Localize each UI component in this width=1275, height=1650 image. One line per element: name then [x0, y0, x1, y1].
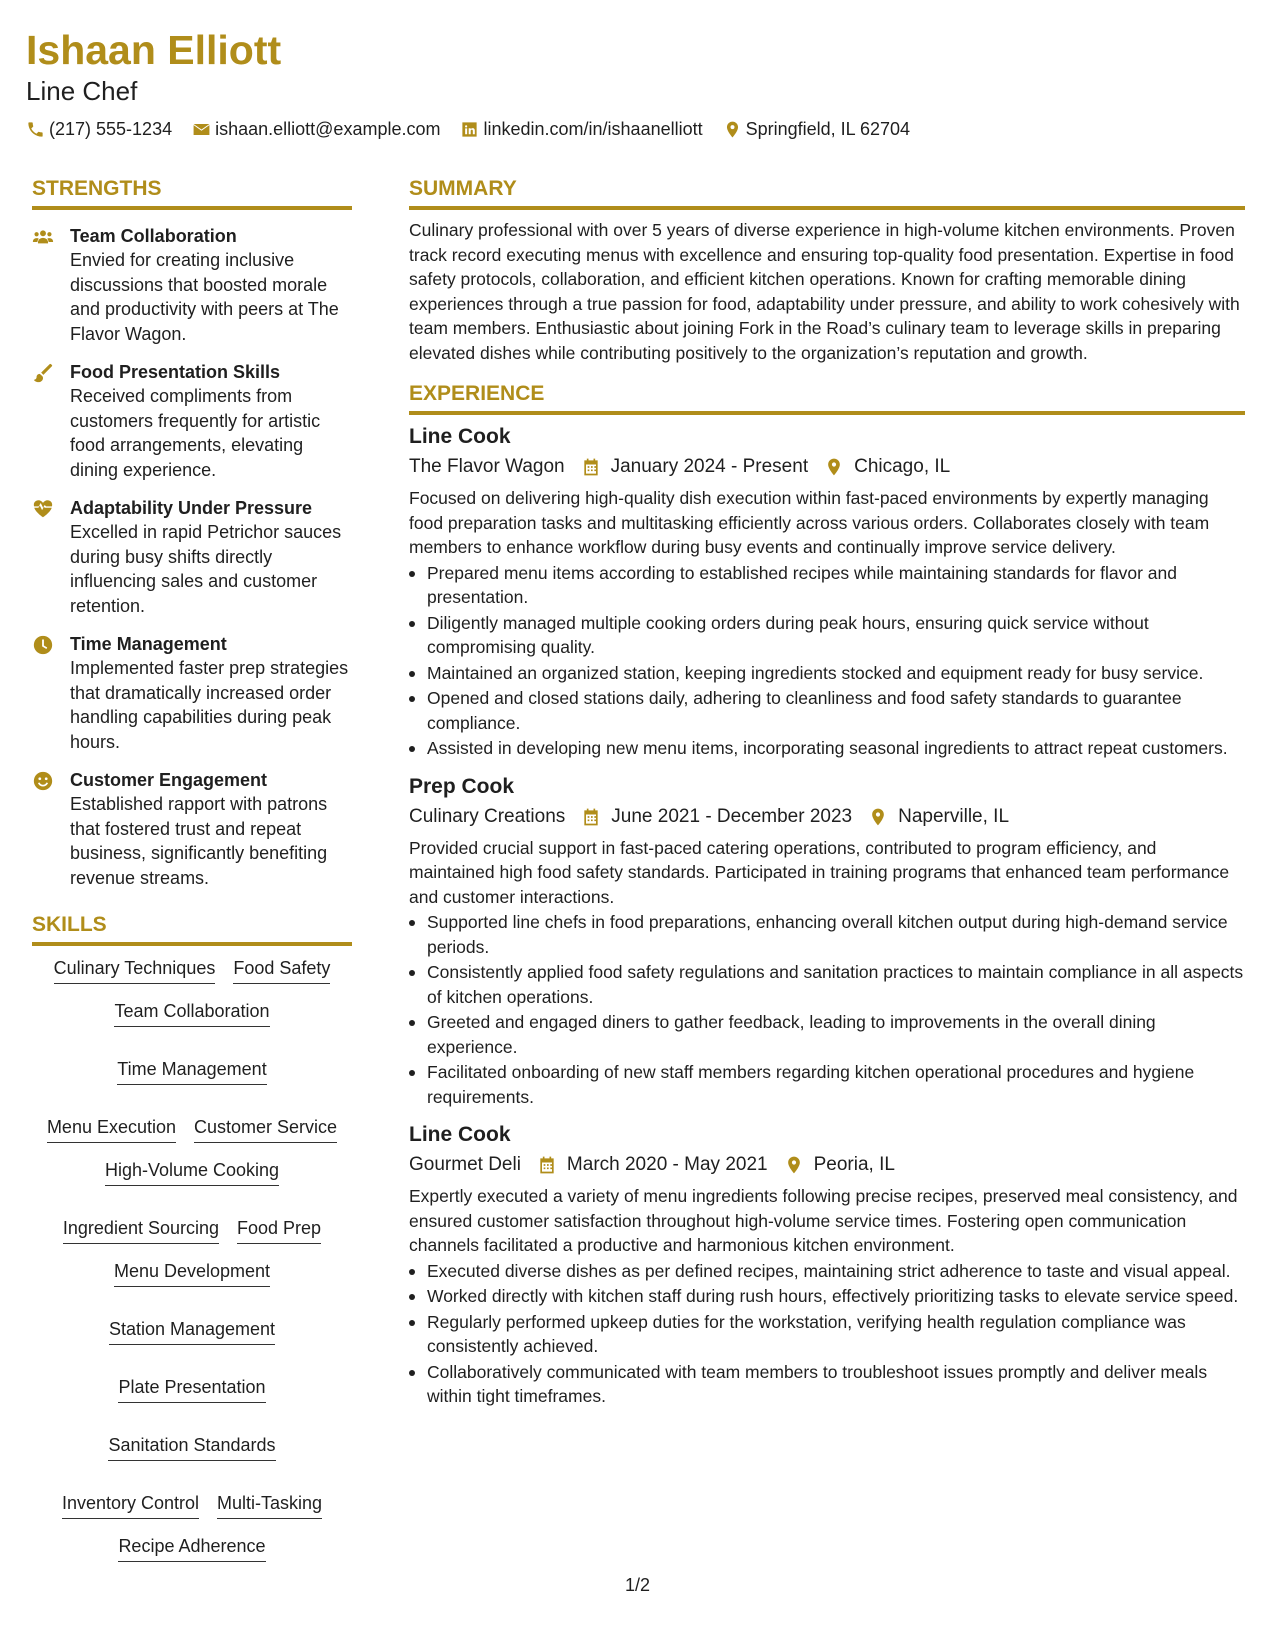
contact-bar [26, 118, 1246, 140]
job-title: Line Chef [26, 76, 138, 106]
bullet-item: Diligently managed multiple cooking orders during peak hours, ensuring quick service without compromising quality. [409, 611, 1245, 660]
left-column [32, 176, 352, 1562]
strengths-heading: STRENGTHS [32, 176, 352, 210]
skill-tag: Food Safety [233, 956, 330, 984]
contact-location [723, 118, 910, 140]
bullet-item: Worked directly with kitchen staff during rush hours, effectively prioritizing tasks to elevate service speed. [409, 1284, 1245, 1309]
bullet-item: Facilitated onboarding of new staff members regarding kitchen operational procedures and hygiene requirements. [409, 1060, 1245, 1109]
email-text: ishaan.elliott@example.com [215, 119, 441, 139]
paintbrush-icon [32, 362, 54, 384]
skill-tag: Station Management [109, 1317, 275, 1345]
email-icon [192, 120, 211, 139]
location-pin-icon [723, 120, 742, 139]
company-name: The Flavor Wagon [409, 456, 565, 477]
bullet-item: Assisted in developing new menu items, incorporating seasonal ingredients to attract repeat customers. [409, 736, 1245, 761]
location-text: Springfield, IL 62704 [745, 119, 911, 139]
skill-tag: Culinary Techniques [54, 956, 216, 984]
skill-tag: Plate Presentation [118, 1375, 265, 1403]
skill-tag: High-Volume Cooking [105, 1158, 279, 1186]
linkedin-icon [460, 120, 479, 139]
job-entry [409, 1121, 1245, 1409]
candidate-name: Ishaan Elliott [26, 27, 282, 73]
bullet-item: Maintained an organized station, keeping ingredients stocked and equipment ready for busy service. [409, 661, 1245, 686]
job-description: Provided crucial support in fast-paced catering operations, contributed to program efficiency, and maintained high food safety standards. Participated in training programs that enhanced team performance and customer interactions. [409, 837, 1230, 907]
contact-phone[interactable] [26, 118, 172, 140]
strength-title: Team Collaboration [70, 226, 237, 246]
job-entry [409, 773, 1245, 1110]
skill-tag: Menu Execution [47, 1115, 176, 1143]
company-name: Gourmet Deli [409, 1154, 521, 1175]
strength-text: Received compliments from customers frequently for artistic food arrangements, elevating dining experience. [70, 386, 321, 480]
job-bullets [409, 561, 1245, 761]
job-location: Naperville, IL [898, 805, 1010, 827]
calendar-icon [537, 1155, 557, 1175]
users-icon [32, 226, 54, 248]
strength-item [32, 224, 352, 346]
contact-linkedin[interactable] [460, 118, 702, 140]
page-number: 1/2 [624, 1575, 651, 1595]
job-location: Peoria, IL [813, 1154, 895, 1175]
job-description: Expertly executed a variety of menu ingredients following precise recipes, preserved meal consistency, and ensured customer satisfaction throughout high-volume service times. Fostering open communication channels facilitated a productive and harmonious kitchen environment. [409, 1186, 1238, 1255]
strength-text: Excelled in rapid Petrichor sauces during busy shifts directly influencing sales and customer retention. [70, 522, 342, 616]
bullet-item: Supported line chefs in food preparations, enhancing overall kitchen output during high-demand service periods. [409, 910, 1245, 959]
clock-icon [32, 634, 54, 656]
job-bullets [409, 910, 1245, 1109]
linkedin-text: linkedin.com/in/ishaanelliott [483, 119, 703, 139]
job-bullets [409, 1259, 1245, 1409]
company-name: Culinary Creations [409, 805, 566, 827]
skill-tag: Ingredient Sourcing [63, 1216, 219, 1244]
skills-heading: SKILLS [32, 912, 352, 946]
skill-tag: Recipe Adherence [118, 1534, 265, 1562]
skill-tag: Team Collaboration [114, 999, 269, 1027]
job-entry-title: Prep Cook [409, 774, 515, 798]
location-pin-icon [824, 457, 844, 477]
strength-item [32, 768, 352, 890]
job-meta [409, 1152, 1245, 1178]
job-entry [409, 423, 1245, 761]
job-dates: January 2024 - Present [610, 456, 809, 477]
bullet-item: Prepared menu items according to established recipes while maintaining standards for flavor and presentation. [409, 561, 1245, 610]
resume-header [26, 24, 1246, 140]
strength-item [32, 632, 352, 754]
strength-text: Established rapport with patrons that fostered trust and repeat business, significantly benefiting revenue streams. [70, 794, 328, 888]
skill-tag: Inventory Control [62, 1491, 199, 1519]
calendar-icon [581, 807, 601, 827]
summary-text: Culinary professional with over 5 years of diverse experience in high-volume kitchen environments. Proven track record executing menus with excellence and ensuring top-quality food presentation. Expertise in food safety protocols, collaboration, and efficient kitchen operations. Known for crafting memorable dining experiences through a true passion for food, adaptability under pressure, and ability to work cohesively with team members. Enthusiastic about joining Fork in the Road’s culinary team to leverage skills in preparing elevated dishes while contributing positively to the organization’s reputation and growth. [409, 220, 1240, 363]
right-column [409, 176, 1245, 1409]
job-dates: June 2021 - December 2023 [611, 805, 853, 827]
job-location: Chicago, IL [854, 456, 951, 477]
skill-tag: Customer Service [194, 1115, 337, 1143]
smile-icon [32, 770, 54, 792]
bullet-item: Regularly performed upkeep duties for the workstation, verifying health regulation compliance was consistently achieved. [409, 1310, 1245, 1359]
summary-heading: SUMMARY [409, 176, 1245, 210]
strength-title: Time Management [70, 634, 227, 654]
job-entry-title: Line Cook [409, 1123, 511, 1146]
strength-item [32, 360, 352, 482]
skill-tag: Menu Development [114, 1259, 270, 1287]
job-dates: March 2020 - May 2021 [566, 1154, 768, 1175]
skill-tag: Food Prep [237, 1216, 321, 1244]
strength-text: Implemented faster prep strategies that dramatically increased order handling capabilities during peak hours. [70, 658, 349, 752]
job-meta [409, 804, 1245, 830]
strength-title: Customer Engagement [70, 770, 268, 790]
skill-tag: Sanitation Standards [108, 1433, 275, 1461]
strength-title: Food Presentation Skills [70, 362, 281, 382]
phone-text: (217) 555-1234 [49, 119, 173, 139]
phone-icon [26, 120, 45, 139]
bullet-item: Collaboratively communicated with team members to troubleshoot issues promptly and deliver meals within tight timeframes. [409, 1360, 1245, 1409]
job-meta [409, 454, 1245, 480]
bullet-item: Opened and closed stations daily, adhering to cleanliness and food safety standards to guarantee compliance. [409, 686, 1245, 735]
job-entry-title: Line Cook [409, 425, 511, 448]
job-description: Focused on delivering high-quality dish execution within fast-paced environments by expertly managing food preparation tasks and multitasking efficiently across various orders. Collaborates closely with team members to enhance workflow during busy events and continually improve service delivery. [409, 488, 1210, 557]
strength-text: Envied for creating inclusive discussions that boosted morale and productivity with peers at The Flavor Wagon. [70, 250, 339, 344]
skill-tag: Multi-Tasking [217, 1491, 322, 1519]
bullet-item: Executed diverse dishes as per defined recipes, maintaining strict adherence to taste and visual appeal. [409, 1259, 1245, 1284]
strength-title: Adaptability Under Pressure [70, 498, 313, 518]
bullet-item: Greeted and engaged diners to gather feedback, leading to improvements in the overall dining experience. [409, 1010, 1245, 1059]
strength-item [32, 496, 352, 618]
heartbeat-icon [32, 498, 54, 520]
location-pin-icon [784, 1155, 804, 1175]
contact-email[interactable] [192, 118, 440, 140]
calendar-icon [581, 457, 601, 477]
skill-tag: Time Management [117, 1057, 266, 1085]
location-pin-icon [868, 807, 888, 827]
skills-list [32, 956, 352, 1562]
bullet-item: Consistently applied food safety regulations and sanitation practices to maintain compliance in all aspects of kitchen operations. [409, 960, 1245, 1009]
experience-heading: EXPERIENCE [409, 381, 1245, 415]
